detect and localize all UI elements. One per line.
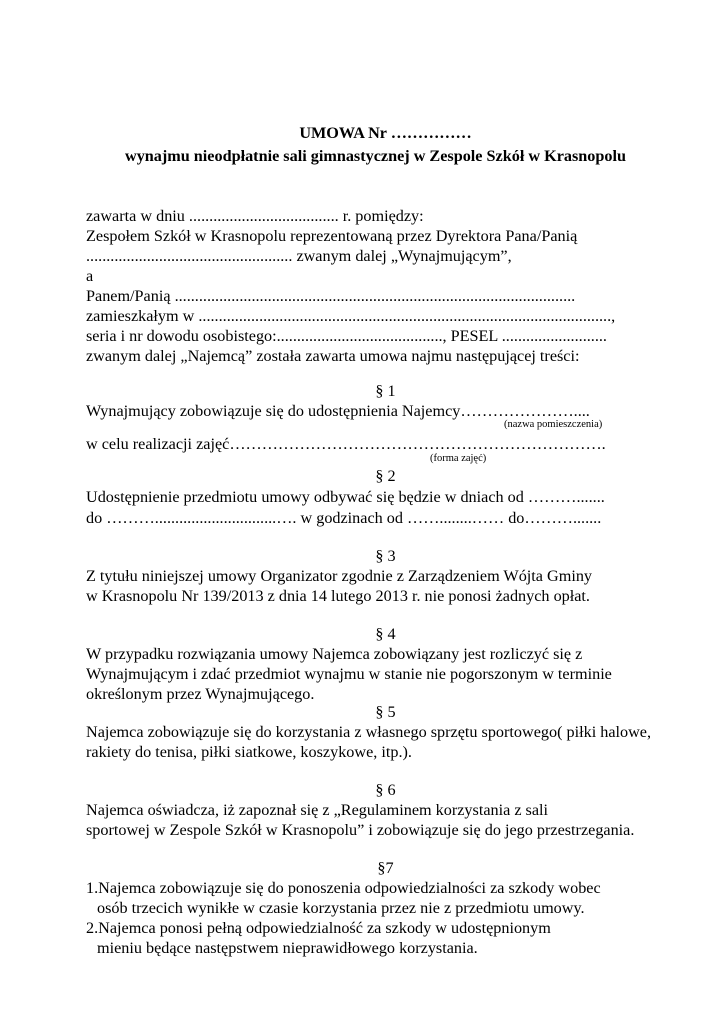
parties-line-8: zwanym dalej „Najemcą” została zawarta umowa najmu następującej treści: xyxy=(86,347,580,365)
section-7-item-2-line-1: 2.Najemca ponosi pełną odpowiedzialność za szkody w udostępnionym xyxy=(86,919,551,937)
section-3-line-1: Z tytułu niniejszej umowy Organizator zgodnie z Zarządzeniem Wójta Gminy xyxy=(86,567,593,585)
section-2-line-2: do ………..............................…. w godzinach od ……........…… do………....... xyxy=(86,509,602,527)
parties-line-1: zawarta w dniu ..................................... r. pomiędzy: xyxy=(86,207,424,225)
document-title: UMOWA Nr …………… xyxy=(299,124,472,142)
section-4-line-3: określonym przez Wynajmującego. xyxy=(86,685,315,703)
section-1-note-activity: (forma zajęć) xyxy=(430,453,487,464)
section-5-line-2: rakiety do tenisa, piłki siatkowe, koszykowe, itp.). xyxy=(86,743,412,761)
section-3-heading: § 3 xyxy=(375,547,396,565)
document-subtitle: wynajmu nieodpłatnie sali gimnastycznej w Zespole Szkół w Krasnopolu xyxy=(125,147,626,165)
section-6-line-1: Najemca oświadcza, iż zapoznał się z „Regulaminem korzystania z sali xyxy=(86,801,549,819)
section-1-note-room: (nazwa pomieszczenia) xyxy=(504,419,603,430)
section-2-line-1: Udostępnienie przedmiotu umowy odbywać się będzie w dniach od ………....... xyxy=(86,488,605,506)
parties-line-6: zamieszkałym w ......................................................................................................, xyxy=(86,307,616,325)
parties-line-3: ................................................... zwanym dalej „Wynajmującym”, xyxy=(86,247,512,265)
section-1-heading: § 1 xyxy=(375,382,396,400)
section-4-line-2: Wynajmującym i zdać przedmiot wynajmu w stanie nie pogorszonym w terminie xyxy=(86,665,612,683)
section-6-line-2: sportowej w Zespole Szkół w Krasnopolu” i zobowiązuje się do jego przestrzegania. xyxy=(86,821,635,839)
section-4-heading: § 4 xyxy=(375,625,396,643)
section-2-heading: § 2 xyxy=(375,467,396,485)
section-5-heading: § 5 xyxy=(375,703,396,721)
section-7-item-1-line-1: 1.Najemca zobowiązuje się do ponoszenia odpowiedzialności za szkody wobec xyxy=(86,879,601,897)
section-1-line-2: w celu realizacji zajęć……………………………………………………………. xyxy=(86,435,606,453)
section-6-heading: § 6 xyxy=(375,781,396,799)
parties-line-2: Zespołem Szkół w Krasnopolu reprezentowaną przez Dyrektora Pana/Panią xyxy=(86,227,578,245)
parties-line-7: seria i nr dowodu osobistego:........................................., PESEL .......................... xyxy=(86,327,607,345)
section-1-line-1: Wynajmujący zobowiązuje się do udostępnienia Najemcy………………….... xyxy=(86,402,590,420)
section-7-item-1-line-2: osób trzecich wynikłe w czasie korzystania przez nie z przedmiotu umowy. xyxy=(97,899,585,917)
section-7-item-2-line-2: mieniu będące następstwem nieprawidłowego korzystania. xyxy=(97,939,478,957)
parties-line-5: Panem/Panią ................................................................................................... xyxy=(86,287,576,305)
parties-line-4: a xyxy=(86,267,94,285)
section-3-line-2: w Krasnopolu Nr 139/2013 z dnia 14 lutego 2013 r. nie ponosi żadnych opłat. xyxy=(86,587,590,605)
section-4-line-1: W przypadku rozwiązania umowy Najemca zobowiązany jest rozliczyć się z xyxy=(86,645,583,663)
section-5-line-1: Najemca zobowiązuje się do korzystania z własnego sprzętu sportowego( piłki halowe, xyxy=(86,723,652,741)
section-7-heading: §7 xyxy=(377,859,394,877)
